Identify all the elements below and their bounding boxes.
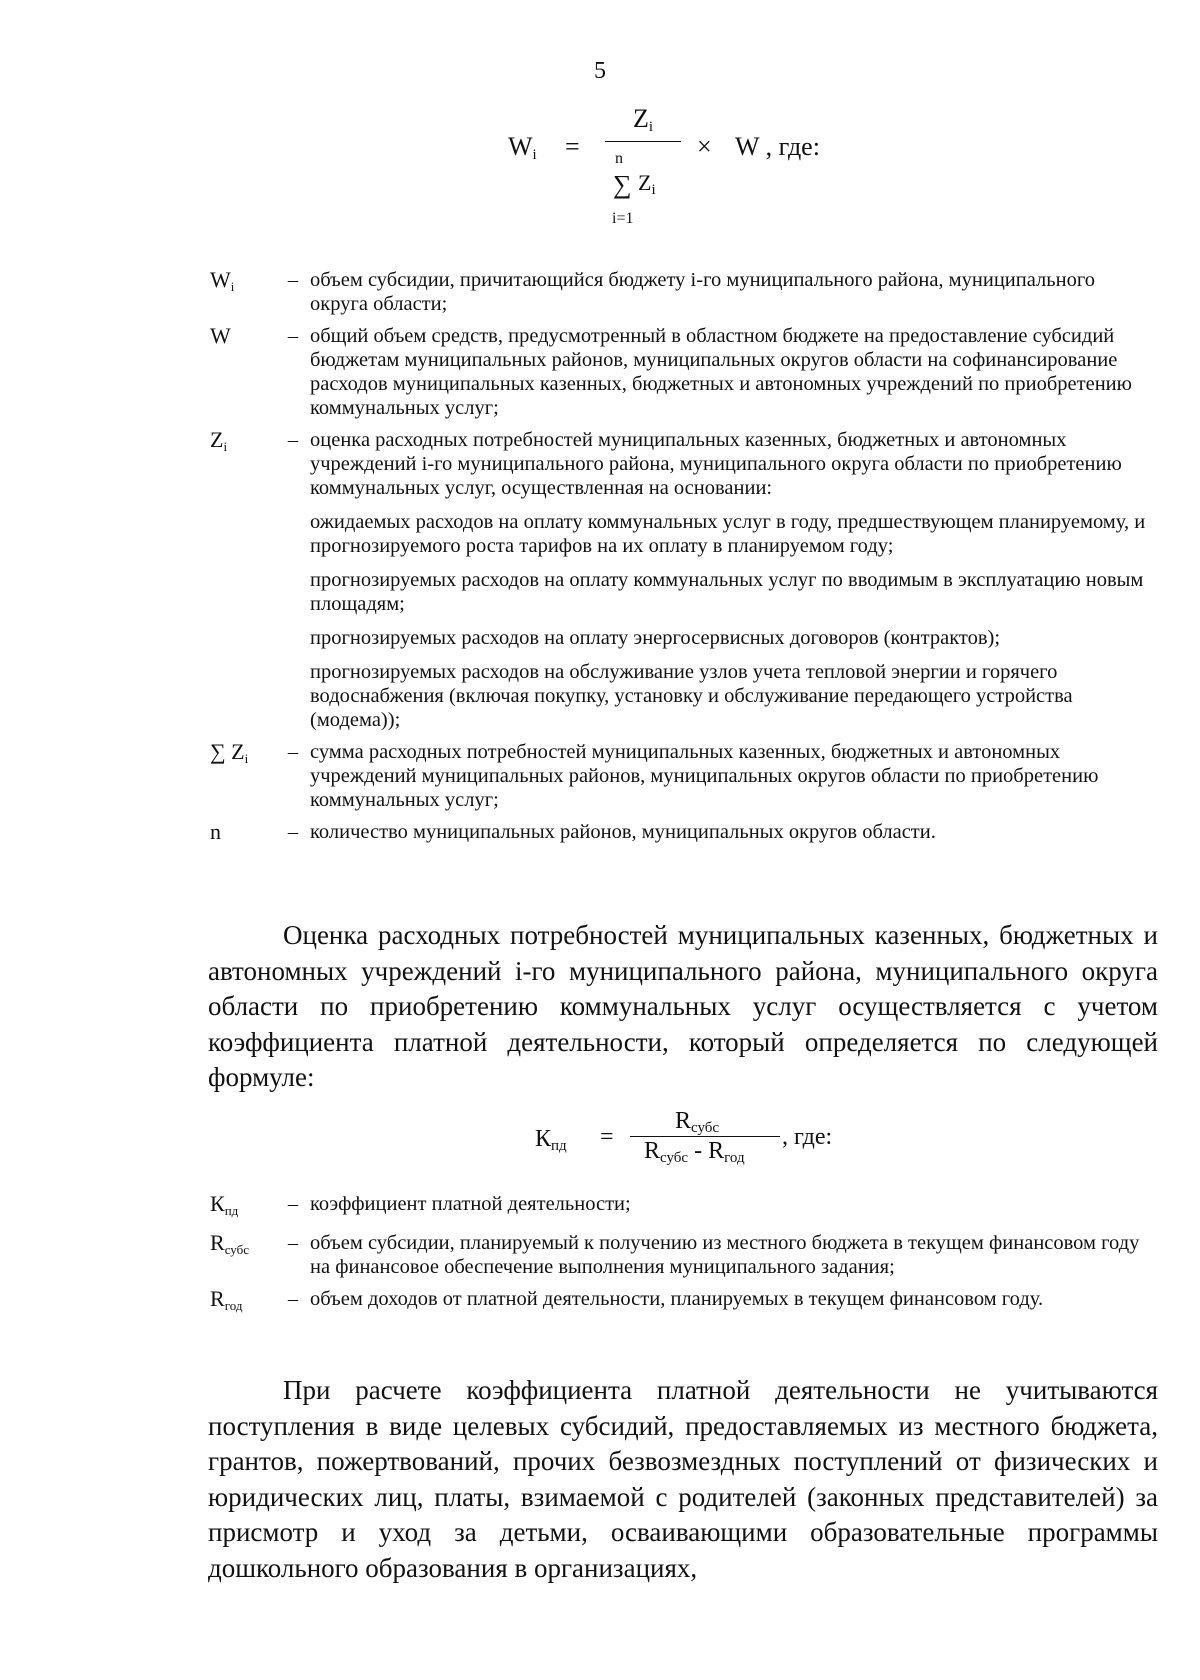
definition-text: сумма расходных потребностей муниципальных казенных, бюджетных и автономных учреждений муниципальных районов, муниципальных округов области по приобретению коммунальных услуг; — [310, 741, 1099, 811]
sum-upper-limit: n — [615, 150, 623, 167]
definition-row — [210, 428, 1150, 732]
definition-dash: – — [287, 1288, 299, 1310]
definition-symbol: W — [210, 323, 231, 348]
fraction-line — [630, 1136, 780, 1137]
definition-text: объем субсидии, причитающийся бюджету i-го муниципального района, муниципального округа области; — [310, 269, 1095, 315]
definition-dash: – — [287, 1232, 299, 1254]
definition-text: количество муниципальных районов, муниципальных округов области. — [310, 821, 936, 843]
definition-row — [210, 268, 1150, 316]
formula2-lhs: $К_{пд}$ — [535, 1126, 567, 1154]
formula-numerator: $Z_i$ — [633, 104, 654, 135]
definition-text: объем субсидии, планируемый к получению из местного бюджета в текущем финансовом году на финансовое обеспечение выполнения муниципального задания; — [310, 1232, 1140, 1278]
definition-row — [210, 740, 1150, 812]
definition-symbol: Wi — [210, 267, 235, 294]
formula-rhs: W , где: — [735, 132, 820, 161]
formula2-equals: = — [600, 1124, 614, 1150]
definition-row — [210, 820, 1150, 844]
formula-paid-activity-coefficient — [0, 1108, 1200, 1178]
definition-dash: – — [287, 1193, 299, 1215]
definitions-formula-1 — [210, 268, 1150, 852]
definition-symbol: ∑ Zi — [210, 739, 249, 766]
definition-dash: – — [287, 821, 299, 843]
formula-equals: = — [565, 132, 580, 161]
formula-subsidy-share — [0, 100, 1200, 240]
definition-symbol: Rсубс — [210, 1230, 249, 1257]
formula-lhs: $W_i$ — [508, 132, 537, 163]
definition-symbol: Zi — [210, 427, 228, 454]
definition-row — [210, 1287, 1150, 1318]
body-paragraph-exclusions: При расчете коэффициента платной деятельности не учитываются поступления в виде целевых субсидий, предоставляемых из местного бюджета, грантов, пожертвований, прочих безвозмездных поступлений от физических и юридических лиц, платы, взимаемой с родителей (законных представителей) за присмотр и уход за детьми, осваивающими образовательные программы дошкольного образования в организациях, — [208, 1375, 1158, 1583]
body-paragraph-coefficient: Оценка расходных потребностей муниципальных казенных, бюджетных и автономных учреждений i-го муниципального района, муниципального округа области по приобретению коммунальных услуг осуществляется с учетом коэффициента платной деятельности, который определяется по следующей формуле: — [208, 920, 1158, 1092]
definition-text: объем доходов от платной деятельности, планируемых в текущем финансовом году. — [310, 1288, 1044, 1310]
definition-dash: – — [287, 429, 299, 451]
definition-text: коэффициент платной деятельности; — [310, 1193, 631, 1215]
page-number: 5 — [594, 58, 606, 84]
definition-dash: – — [287, 269, 299, 291]
definition-text: оценка расходных потребностей муниципальных казенных, бюджетных и автономных учреждений i-го муниципального района, муниципального округа области по приобретению коммунальных услуг, осуществленная на основании: ожидаемых расходов на оплату коммунальных услуг в году, предшествующем планируемому, и прогнозируемого роста тарифов на их оплату в планируемом году; прогнозируемых расходов на оплату коммунальных услуг по вводимым в эксплуатацию новым площадям; прогнозируемых расходов на оплату энергосервисных договоров (контрактов); прогнозируемых расходов на обслуживание узлов учета тепловой энергии и горячего водоснабжения (включая покупку, установку и обслуживание передающего устройства (модема)); — [310, 429, 1146, 731]
definition-dash: – — [287, 325, 299, 347]
definition-row — [210, 1192, 1150, 1223]
definition-symbol: Rгод — [210, 1286, 243, 1313]
formula2-numerator: $R_{субс}$ — [675, 1108, 720, 1136]
sum-sign: ∑ — [613, 170, 632, 199]
definition-dash: – — [287, 741, 299, 763]
formula2-tail: , где: — [782, 1124, 833, 1150]
definition-row — [210, 324, 1150, 420]
sum-term: $Z_i$ — [638, 170, 656, 198]
fraction-line — [605, 141, 681, 142]
definition-symbol: Кпд — [210, 1191, 239, 1218]
formula-times: × — [697, 132, 712, 161]
definition-row — [210, 1231, 1150, 1279]
definition-text: общий объем средств, предусмотренный в областном бюджете на предоставление субсидий бюджетам муниципальных районов, муниципальных округов области на софинансирование расходов муниципальных казенных, бюджетных и автономных учреждений по приобретению коммунальных услуг; — [310, 325, 1132, 419]
sum-lower-limit: i=1 — [612, 210, 634, 227]
definitions-formula-2 — [210, 1192, 1150, 1326]
definition-symbol: n — [210, 819, 221, 844]
formula2-denominator: $R_{субс} - R_{год}$ — [644, 1138, 745, 1166]
